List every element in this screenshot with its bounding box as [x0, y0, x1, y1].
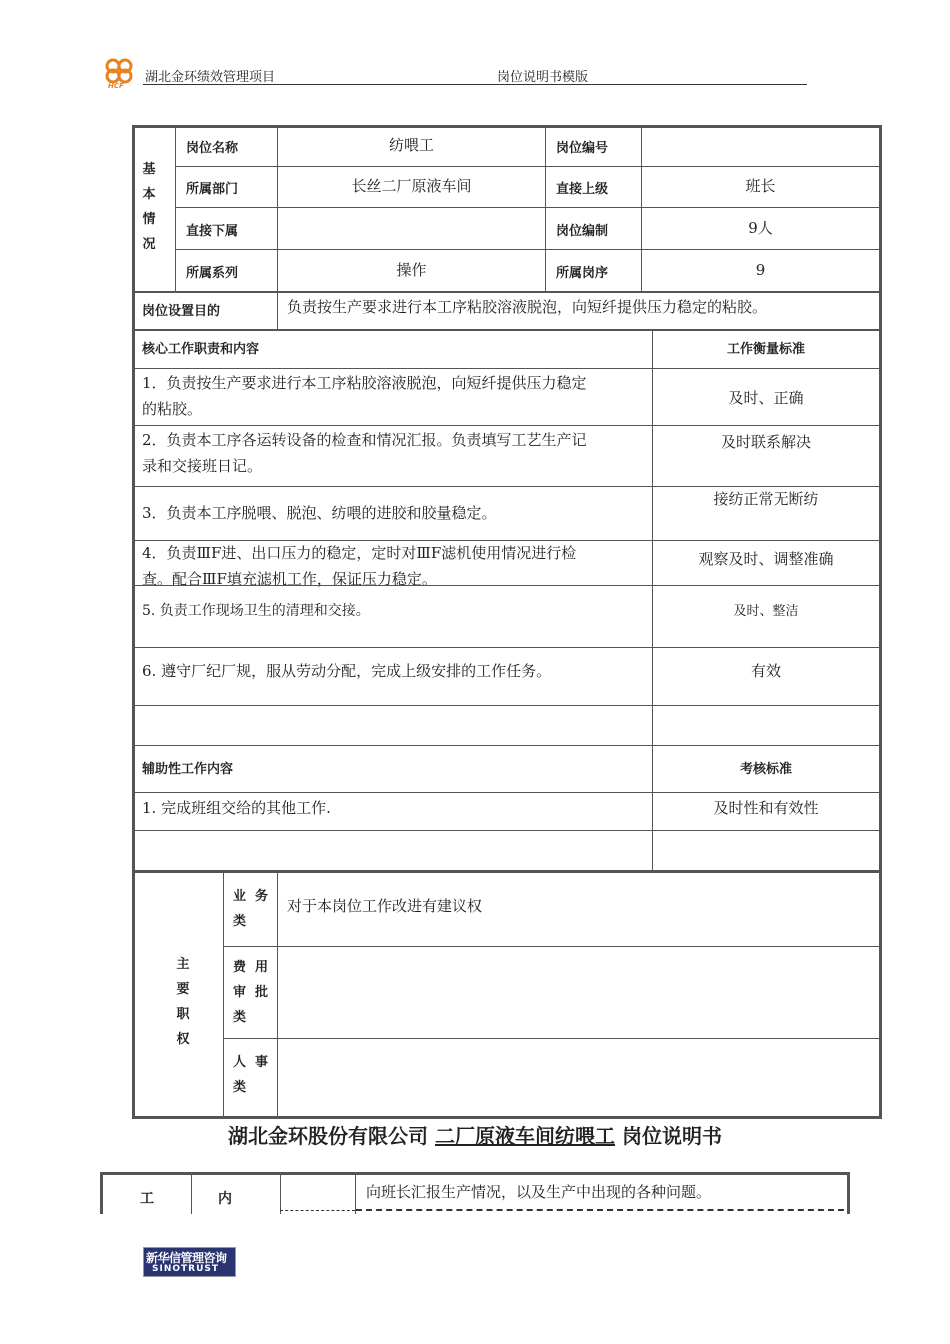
authority-cat-expense: 费 用 审 批 类: [233, 960, 269, 1025]
aux-std-1: 及时性和有效性: [713, 799, 819, 817]
authority-section-label: 主 要 职 权: [176, 957, 190, 1047]
core-std-2: 及时联系解决: [720, 433, 811, 451]
core-item-6: 6. 遵守厂纪厂规，服从劳动分配，完成上级安排的工作任务。: [142, 662, 552, 680]
header-project: 湖北金环绩效管理项目: [145, 70, 276, 85]
bottom-cell-text: 向班长汇报生产情况，以及生产中出现的各种问题。: [366, 1183, 712, 1201]
label-subordinates: 直接下属: [186, 224, 239, 239]
label-position-name: 岗位名称: [186, 141, 239, 156]
authority-text-business: 对于本岗位工作改进有建议权: [287, 897, 483, 915]
document-title: 湖北金环股份有限公司 二厂原液车间纺喂工 岗位说明书: [228, 1124, 722, 1148]
footer-logo-cn: 新华信管理咨询: [146, 1251, 227, 1265]
core-item-5: 5. 负责工作现场卫生的清理和交接。: [142, 603, 370, 619]
value-department: 长丝二厂原液车间: [351, 177, 472, 195]
label-series: 所属系列: [186, 266, 239, 281]
label-supervisor: 直接上级: [556, 182, 609, 197]
basic-section-label: 基 本 情 况: [142, 162, 156, 252]
bottom-cell-1: 工: [140, 1191, 154, 1207]
header-doc-type: 岗位说明书模版: [497, 70, 589, 85]
label-department: 所属部门: [186, 182, 239, 197]
label-purpose: 岗位设置目的: [142, 304, 221, 319]
value-supervisor: 班长: [745, 177, 776, 195]
label-rank: 所属岗序: [556, 266, 609, 281]
authority-cat-business: 业 务 类: [233, 889, 269, 929]
aux-title: 辅助性工作内容: [142, 762, 234, 777]
core-std-5: 及时、整洁: [733, 604, 799, 619]
value-position-name: 纺喂工: [388, 136, 434, 154]
core-std-1: 及时、正确: [728, 389, 804, 407]
core-item-1: 1．负责按生产要求进行本工序粘胶溶液脱泡，向短纤提供压力稳定 的粘胶。: [142, 374, 587, 418]
core-std-4: 观察及时、调整准确: [698, 550, 834, 568]
bottom-cell-2: 内: [218, 1191, 232, 1207]
company-logo: [100, 55, 138, 91]
core-item-3: 3．负责本工序脱喂、脱泡、纺喂的进胶和胶量稳定。: [142, 504, 497, 522]
label-headcount: 岗位编制: [556, 224, 609, 239]
core-std-title: 工作衡量标准: [726, 342, 805, 357]
value-purpose: 负责按生产要求进行本工序粘胶溶液脱泡，向短纤提供压力稳定的粘胶。: [287, 298, 768, 316]
value-headcount: 9人: [748, 219, 773, 237]
label-position-code: 岗位编号: [556, 141, 609, 156]
core-title: 核心工作职责和内容: [142, 342, 260, 357]
core-std-6: 有效: [750, 662, 781, 680]
core-item-4: 4．负责ⅢF进、出口压力的稳定，定时对ⅢF滤机使用情况进行检 查。配合ⅢF填充滤机工作，保证压力稳定。: [142, 544, 577, 588]
value-series: 操作: [396, 261, 427, 279]
footer-logo-en: SINOTRUST: [152, 1264, 220, 1274]
core-item-2: 2．负责本工序各运转设备的检查和情况汇报。负责填写工艺生产记 录和交接班日记。: [142, 431, 587, 475]
header-rule: [143, 84, 807, 85]
authority-cat-personnel: 人 事 类: [233, 1055, 269, 1095]
aux-std-title: 考核标准: [739, 762, 792, 777]
footer-logo: [143, 1247, 236, 1277]
aux-item-1: 1. 完成班组交给的其他工作.: [142, 799, 331, 817]
value-rank: 9: [755, 261, 766, 279]
core-std-3: 接纺正常无断纺: [713, 490, 819, 508]
logo-text: HCF: [108, 82, 124, 90]
